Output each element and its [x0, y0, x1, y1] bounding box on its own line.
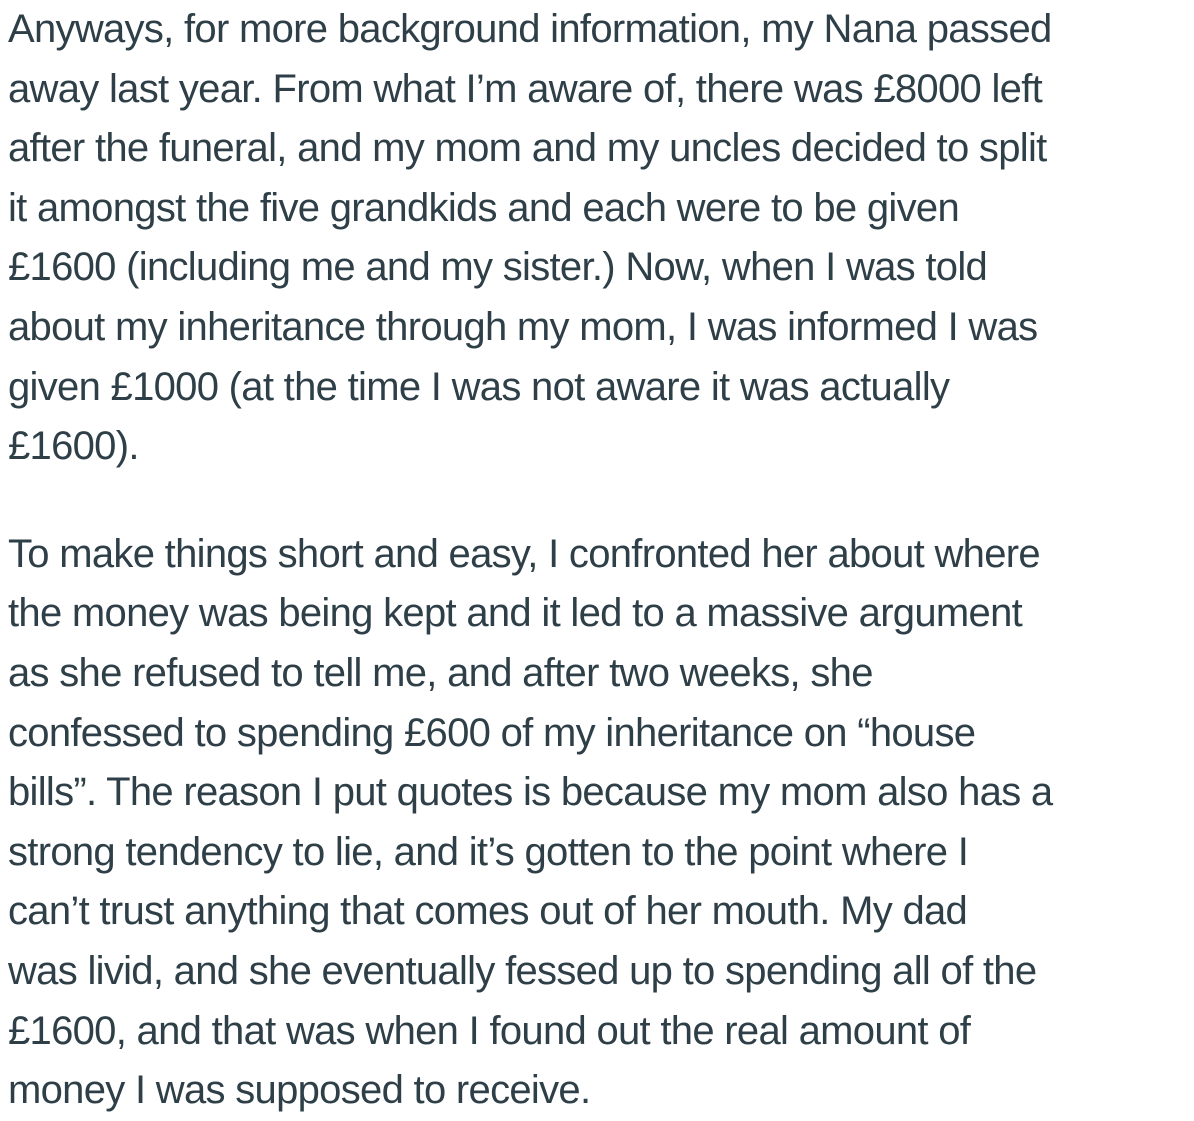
text-line: given £1000 (at the time I was not aware it was actually [8, 364, 950, 409]
text-line: away last year. From what I’m aware of, there was £8000 left [8, 66, 1043, 111]
text-line: £1600). [8, 424, 139, 469]
text-line: can’t trust anything that comes out of her mouth. My dad [8, 889, 968, 934]
text-line: after the funeral, and my mom and my uncles decided to split [8, 126, 1047, 171]
text-line: about my inheritance through my mom, I was informed I was [8, 304, 1038, 349]
text-line: £1600, and that was when I found out the real amount of [8, 1008, 971, 1053]
text-line: Anyways, for more background information, my Nana passed [8, 7, 1052, 51]
text-line: was livid, and she eventually fessed up to spending all of the [8, 948, 1037, 993]
post-paragraph [8, 525, 1194, 1121]
text-line: To make things short and easy, I confronted her about where [8, 531, 1040, 576]
text-line: strong tendency to lie, and it’s gotten to the point where I [8, 829, 969, 874]
text-line: as she refused to tell me, and after two weeks, she [8, 650, 873, 695]
text-line: £1600 (including me and my sister.) Now, when I was told [8, 245, 988, 290]
text-line: money I was supposed to receive. [8, 1068, 591, 1113]
text-line: bills”. The reason I put quotes is because my mom also has a [8, 770, 1053, 815]
text-line: confessed to spending £600 of my inheritance on “house [8, 710, 976, 755]
text-line: it amongst the five grandkids and each were to be given [8, 185, 959, 230]
text-line: the money was being kept and it led to a massive argument [8, 591, 1023, 636]
post-paragraph [8, 0, 1194, 477]
